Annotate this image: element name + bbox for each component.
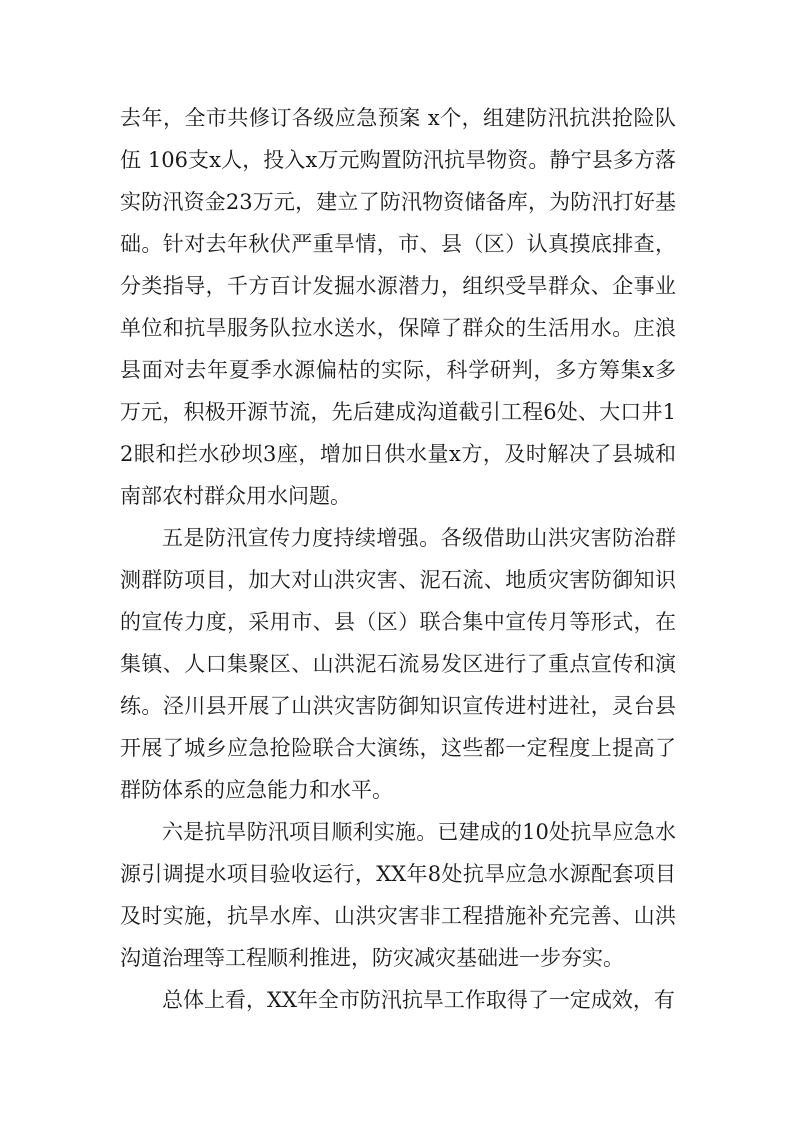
paragraph-flood-funds: 去年，全市共修订各级应急预案 x个，组建防汛抗洪抢险队伍 106支x人，投入x万元购置防汛抗旱物资。静宁县多方落实防汛资金23万元，建立了防汛物资储备库，为防汛打好基础。针对去年秋伏严重旱情，市、县（区）认真摸底排查，分类指导，千方百计发掘水源潜力，组织受旱群众、企事业单位和抗旱服务队拉水送水，保障了群众的生活用水。庄浪县面对去年夏季水源偏枯的实际，科学研判，多方筹集x多万元，积极开源节流，先后建成沟道截引工程6处、大口井12眼和拦水砂坝3座，增加日供水量x方，及时解决了县城和南部农村群众用水问题。 (120, 106, 676, 508)
paragraph-publicity: 五是防汛宣传力度持续增强。各级借助山洪灾害防治群测群防项目，加大对山洪灾害、泥石流、地质灾害防御知识的宣传力度，采用市、县（区）联合集中宣传月等形式，在集镇、人口集聚区、山洪泥石流易发区进行了重点宣传和演练。泾川县开展了山洪灾害防御知识宣传进村进社，灵台县开展了城乡应急抢险联合大演练，这些都一定程度上提高了群防体系的应急能力和水平。 (120, 526, 676, 802)
paragraph-summary: 总体上看，XX年全市防汛抗旱工作取得了一定成效，有 (162, 988, 675, 1012)
paragraph-projects: 六是抗旱防汛项目顺利实施。已建成的10处抗旱应急水源引调提水项目验收运行，XX年8处抗旱应急水源配套项目及时实施，抗旱水库、山洪灾害非工程措施补充完善、山洪沟道治理等工程顺利推进，防灾减灾基础进一步夯实。 (120, 820, 676, 970)
document-body (120, 97, 676, 1021)
